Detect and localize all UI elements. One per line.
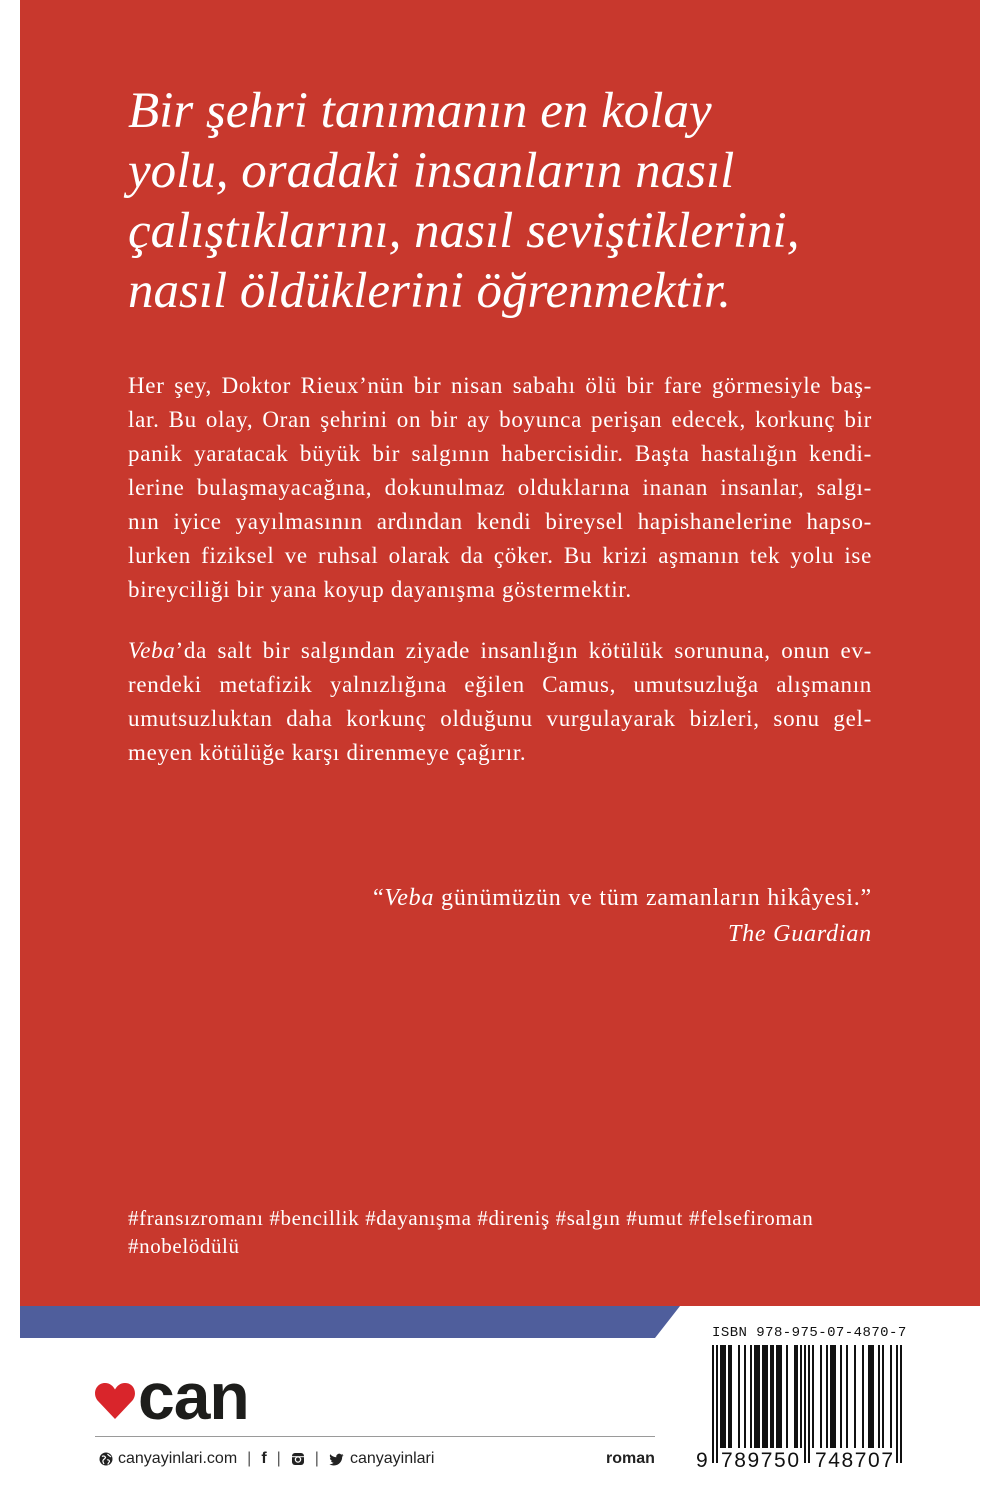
publisher-logo-text: can (138, 1359, 249, 1433)
barcode-guard-bar (804, 1345, 806, 1463)
footer-divider (95, 1436, 655, 1437)
footer-contact-row (99, 1449, 434, 1469)
separator: | (314, 1450, 319, 1467)
barcode-bar (756, 1345, 758, 1448)
text-line: umutsuzluktan daha korkunç olduğunu vurgulayarak bizleri, sonu gel- (128, 706, 872, 731)
barcode-bar (786, 1345, 788, 1448)
text-line-rest: ’da salt bir salgından ziyade insanlığın kötülük sorununa, onun ev- (175, 638, 872, 663)
barcode-left-digits: 789750 (721, 1449, 799, 1472)
barcode-bar (724, 1345, 726, 1448)
globe-circle (100, 1453, 113, 1466)
heart-logo-icon (94, 1382, 136, 1419)
text-line: lurken fiziksel ve ruhsal olarak da çöker. Bu krizi aşmanın tek yolu ise (128, 543, 872, 568)
book-title-italic: Veba (128, 638, 176, 663)
barcode-bar (870, 1345, 872, 1448)
barcode-bar (872, 1345, 874, 1448)
social-handle-text: canyayinlari (349, 1450, 435, 1467)
barcode-bar (800, 1345, 802, 1448)
press-blurb (373, 880, 872, 952)
text-line: lerine bulaşmayacağına, dokunulmaz olduklarına inanan insanlar, salgı- (128, 475, 872, 500)
barcode-bar (776, 1345, 778, 1448)
barcode-bar (744, 1345, 746, 1448)
isbn-label: ISBN 978-975-07-4870-7 (712, 1325, 907, 1341)
barcode-bar (766, 1345, 768, 1448)
synopsis-paragraph-2 (128, 634, 872, 770)
barcode-bar (764, 1345, 766, 1448)
instagram-body (292, 1453, 304, 1465)
barcode-bar (832, 1345, 834, 1448)
open-quote-mark: “ (372, 885, 385, 911)
barcode-bar (834, 1345, 836, 1448)
barcode-bar (830, 1345, 832, 1448)
pull-quote-line: Bir şehri tanımanın en kolay (128, 83, 712, 139)
barcode-bar (754, 1345, 756, 1448)
text-line: meyen kötülüğe karşı direnmeye çağırır. (128, 740, 527, 765)
barcode-bar (770, 1345, 772, 1448)
barcode-lead-digit: 9 (696, 1449, 708, 1472)
barcode-bar (812, 1345, 814, 1448)
barcode-bar (846, 1345, 848, 1448)
barcode-bar (762, 1345, 764, 1448)
heart-shape (95, 1383, 135, 1419)
blue-accent-stripe (20, 1306, 680, 1338)
barcode-bar (794, 1345, 796, 1448)
facebook-icon: f (261, 1450, 267, 1467)
hashtags (128, 1204, 813, 1260)
barcode-bar (840, 1345, 842, 1448)
barcode-bars (712, 1345, 902, 1463)
text-line: bireyciliği bir yana koyup dayanışma göstermektir. (128, 577, 632, 602)
barcode-bar (878, 1345, 880, 1448)
genre-label: roman (606, 1450, 655, 1467)
synopsis-paragraph-1 (128, 369, 872, 607)
text-line: nın iyice yayılmasının ardından kendi bireysel hapishanelerine hapso- (128, 509, 872, 534)
book-title-italic: Veba (384, 885, 435, 911)
text-line (128, 634, 872, 668)
barcode-bar (750, 1345, 752, 1448)
text-line: lar. Bu olay, Oran şehrini on bir ay boyunca perişan edecek, korkunç bir (128, 407, 872, 432)
barcode-bar (722, 1345, 724, 1448)
barcode-bar (772, 1345, 774, 1448)
barcode-bar (758, 1345, 760, 1448)
twitter-icon (329, 1453, 344, 1466)
barcode-guard-bar (808, 1345, 810, 1463)
barcode-guard-bar (900, 1345, 902, 1463)
pull-quote (128, 81, 799, 321)
barcode-right-digits: 748707 (815, 1449, 893, 1472)
barcode-bar (868, 1345, 870, 1448)
text-line: Her şey, Doktor Rieux’nün bir nisan sabahı ölü bir fare görmesiyle baş- (128, 373, 872, 398)
barcode-bar (796, 1345, 798, 1448)
barcode-guard-bar (716, 1345, 718, 1463)
globe-icon (99, 1452, 113, 1466)
blurb-quote (373, 880, 872, 916)
blurb-source: The Guardian (727, 921, 872, 947)
ean13-barcode (690, 1340, 910, 1475)
text-line: panik yaratacak büyük bir salgının habercisidir. Başta hastalığın kendi- (128, 441, 872, 466)
hashtag-line: #nobelödülü (128, 1234, 240, 1258)
barcode-bar (820, 1345, 822, 1448)
pull-quote-line: yolu, oradaki insanların nasıl (128, 143, 735, 199)
barcode-bar (862, 1345, 864, 1448)
instagram-icon (291, 1452, 305, 1466)
pull-quote-line: nasıl öldüklerini öğrenmektir. (128, 263, 731, 319)
separator: | (276, 1450, 281, 1467)
blurb-text: günümüzün ve tüm zamanların hikâyesi.” (434, 885, 872, 911)
hashtag-line: #fransızromanı #bencillik #dayanışma #direniş #salgın #umut #felsefiroman (128, 1206, 814, 1230)
separator: | (247, 1450, 252, 1467)
barcode-bar (728, 1345, 730, 1448)
pull-quote-line: çalıştıklarını, nasıl seviştiklerini, (128, 203, 800, 259)
twitter-bird (329, 1453, 343, 1465)
barcode-guard-bar (896, 1345, 898, 1463)
barcode-bar (730, 1345, 732, 1448)
barcode-bar (854, 1345, 856, 1448)
barcode-guard-bar (712, 1345, 714, 1463)
text-line: rendeki metafizik yalnızlığına eğilen Camus, umutsuzluğa alışmanın (128, 672, 872, 697)
barcode-bar (826, 1345, 828, 1448)
barcode-bar (882, 1345, 884, 1448)
barcode-bar (780, 1345, 782, 1448)
website-text: canyayinlari.com (118, 1450, 238, 1467)
barcode-bar (720, 1345, 722, 1448)
barcode-bar (738, 1345, 740, 1448)
barcode-bar (778, 1345, 780, 1448)
barcode-bar (890, 1345, 892, 1448)
instagram-band (292, 1456, 304, 1457)
